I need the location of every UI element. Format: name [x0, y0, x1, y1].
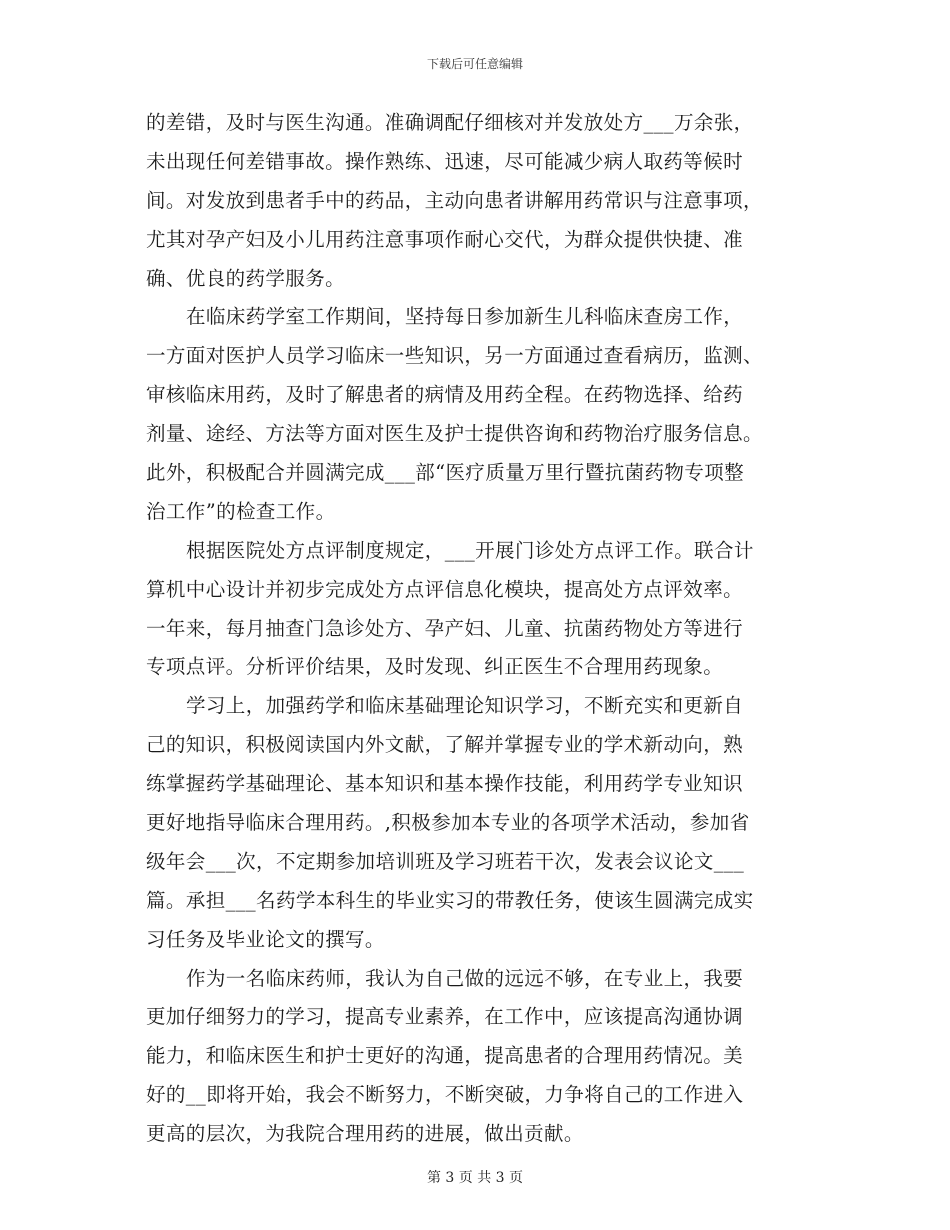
text-line: 篇。承担___名药学本科生的毕业实习的带教任务，使该生圆满完成实 [146, 888, 754, 912]
text-line: 己的知识，积极阅读国内外文献，了解并掌握专业的学术新动向，熟 [146, 733, 744, 757]
text-line: 级年会___次，不定期参加培训班及学习班若干次，发表会议论文___ [146, 849, 745, 873]
text-line: 专项点评。分析评价结果，及时发现、纠正医生不合理用药现象。 [146, 655, 724, 679]
paragraph-start-line: 在临床药学室工作期间，坚持每日参加新生儿科临床查房工作， [186, 305, 744, 329]
text-line: 间。对发放到患者手中的药品，主动向患者讲解用药常识与注意事项， [146, 188, 763, 212]
text-line: 好的__即将开始，我会不断努力，不断突破，力争将自己的工作进入 [146, 1083, 744, 1107]
text-line: 尤其对孕产妇及小儿用药注意事项作耐心交代，为群众提供快捷、准 [146, 227, 744, 251]
text-line: 此外，积极配合并圆满完成___部“医疗质量万里行暨抗菌药物专项整 [146, 461, 745, 485]
paragraph-start-line: 作为一名临床药师，我认为自己做的远远不够，在专业上，我要 [186, 966, 744, 990]
text-line: 一年来，每月抽查门急诊处方、孕产妇、儿童、抗菌药物处方等进行 [146, 616, 744, 640]
document-body [146, 104, 806, 1154]
page-header: 下载后可任意编辑 [426, 57, 523, 71]
text-line: 练掌握药学基础理论、基本知识和基本操作技能，利用药学专业知识 [146, 772, 744, 796]
text-line: 剂量、途经、方法等方面对医生及护士提供咨询和药物治疗服务信息。 [146, 422, 763, 446]
text-line: 的差错，及时与医生沟通。准确调配仔细核对并发放处方___万余张， [146, 111, 754, 134]
text-line: 习任务及毕业论文的撰写。 [146, 927, 385, 951]
text-line: 能力，和临床医生和护士更好的沟通，提高患者的合理用药情况。美 [146, 1044, 744, 1068]
text-line: 一方面对医护人员学习临床一些知识，另一方面通过查看病历，监测、 [146, 344, 763, 368]
text-line: 审核临床用药，及时了解患者的病情及用药全程。在药物选择、给药 [146, 383, 744, 407]
text-line: 未出现任何差错事故。操作熟练、迅速，尽可能减少病人取药等候时 [146, 149, 744, 173]
paragraph-start-line: 学习上，加强药学和临床基础理论知识学习，不断充实和更新自 [186, 694, 744, 718]
text-line: 更加仔细努力的学习，提高专业素养，在工作中，应该提高沟通协调 [146, 1005, 744, 1029]
page-number-footer: 第 3 页 共 3 页 [426, 1170, 524, 1186]
paragraph-start-line: 根据医院处方点评制度规定，___开展门诊处方点评工作。联合计 [186, 538, 754, 562]
text-line: 更高的层次，为我院合理用药的进展，做出贡献。 [146, 1122, 584, 1146]
text-line: 算机中心设计并初步完成处方点评信息化模块，提高处方点评效率。 [146, 577, 744, 601]
text-line: 治工作”的检查工作。 [146, 499, 336, 523]
text-line: 确、优良的药学服务。 [146, 266, 346, 290]
text-line: 更好地指导临床合理用药。,积极参加本专业的各项学术活动，参加省 [146, 811, 750, 835]
